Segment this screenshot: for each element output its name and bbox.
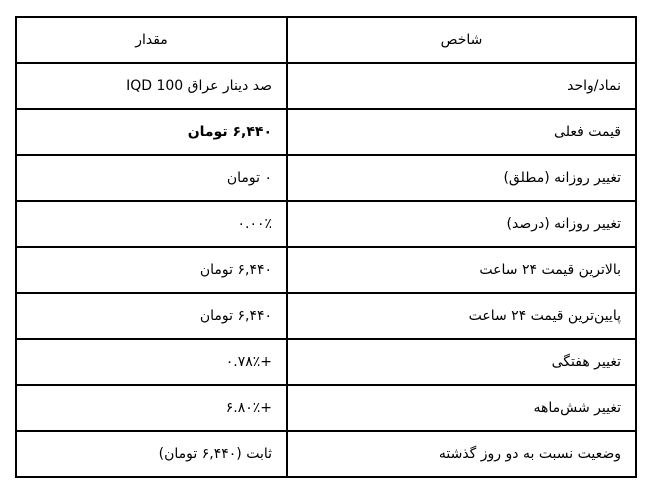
row-value: ثابت (۶,۴۴۰ تومان)	[16, 431, 287, 477]
row-indicator: بالاترین قیمت ۲۴ ساعت	[287, 247, 636, 293]
table-row	[16, 385, 636, 431]
row-value: +۰.۷۸٪	[16, 339, 287, 385]
row-indicator: تغییر هفتگی	[287, 339, 636, 385]
row-indicator: قیمت فعلی	[287, 109, 636, 155]
row-indicator: تغییر روزانه (مطلق)	[287, 155, 636, 201]
row-indicator: نماد/واحد	[287, 63, 636, 109]
row-value: ۶,۴۴۰ تومان	[16, 247, 287, 293]
table-header-row	[16, 17, 636, 63]
currency-table	[15, 16, 637, 478]
table-row	[16, 109, 636, 155]
header-indicator: شاخص	[287, 17, 636, 63]
table-row	[16, 63, 636, 109]
table-row	[16, 201, 636, 247]
row-value: صد دینار عراق IQD 100	[16, 63, 287, 109]
header-value: مقدار	[16, 17, 287, 63]
row-indicator: وضعیت نسبت به دو روز گذشته	[287, 431, 636, 477]
currency-table-container	[15, 16, 635, 478]
row-indicator: تغییر شش‌ماهه	[287, 385, 636, 431]
row-value: +۶.۸۰٪	[16, 385, 287, 431]
row-indicator: پایین‌ترین قیمت ۲۴ ساعت	[287, 293, 636, 339]
table-row	[16, 431, 636, 477]
row-value: ۶,۴۴۰ تومان	[16, 109, 287, 155]
row-indicator: تغییر روزانه (درصد)	[287, 201, 636, 247]
row-value: ۰.۰۰٪	[16, 201, 287, 247]
table-row	[16, 247, 636, 293]
row-value: ۰ تومان	[16, 155, 287, 201]
table-row	[16, 293, 636, 339]
row-value: ۶,۴۴۰ تومان	[16, 293, 287, 339]
table-row	[16, 155, 636, 201]
table-row	[16, 339, 636, 385]
